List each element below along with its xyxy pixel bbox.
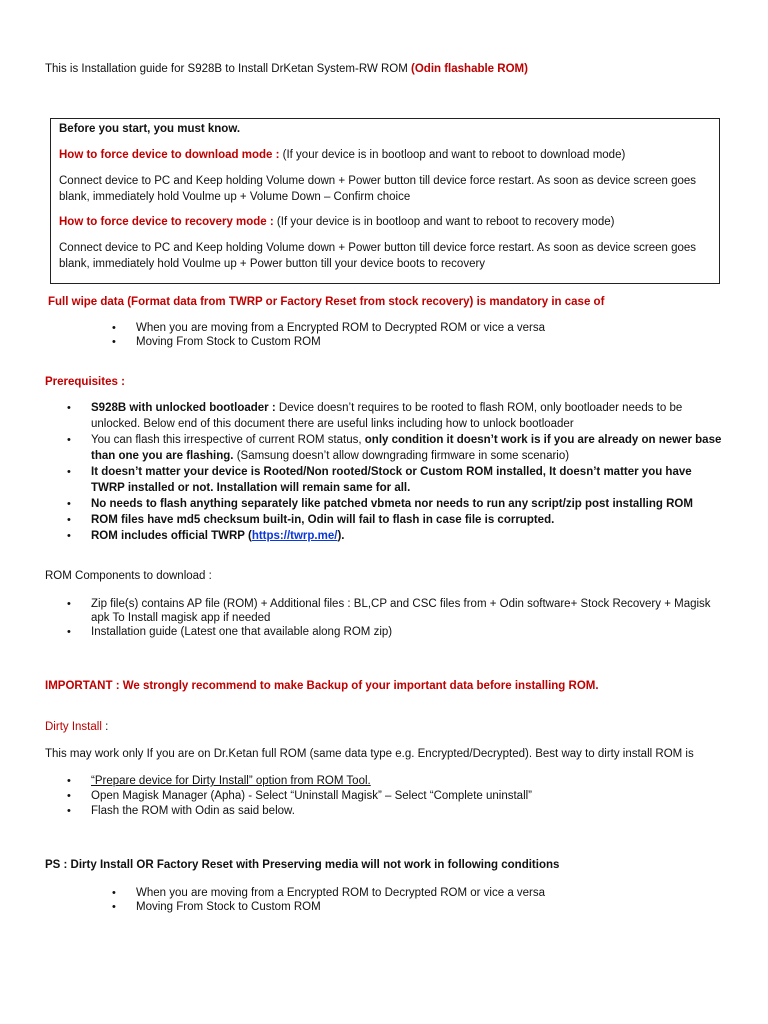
list-item <box>67 774 727 789</box>
list-item: • Flash the ROM with Odin as said below. <box>67 805 295 817</box>
ps-list <box>112 886 736 914</box>
list-item: • It doesn’t matter your device is Rooted/Non rooted/Stock or Custom ROM installed, It doesn’t matter you have TWRP installed or not. Installation will remain same for all. <box>67 466 692 494</box>
dirty-install-heading: Dirty Install <box>45 721 102 733</box>
bullet-icon: • <box>67 775 71 787</box>
recovery-mode-note: (If your device is in bootloop and want to reboot to recovery mode) <box>276 216 615 228</box>
prerequisites-heading: Prerequisites : <box>45 376 125 388</box>
list-item: • S928B with unlocked bootloader : Device doesn’t requires to be rooted to flash ROM, only bootloader needs to be unlocked. Below end of this document there are useful links including how to unlock bootloader <box>67 402 683 430</box>
list-item: • Installation guide (Latest one that available along ROM zip) <box>67 626 393 638</box>
dirty-install-list <box>67 774 727 819</box>
dirty-install-heading-line: Dirty Install : <box>45 721 109 733</box>
bullet-icon: • <box>67 514 71 526</box>
notice-heading: Before you start, you must know. <box>59 123 241 135</box>
download-mode-line <box>59 147 709 163</box>
components-heading: ROM Components to download : <box>45 570 212 582</box>
prerequisites-list <box>67 400 727 544</box>
list-item: • You can flash this irrespective of current ROM status, only condition it doesn’t work is if you are already on newer base than one you are flashing. (Samsung doesn’t allow downgrading firmware in some scenario) <box>67 434 722 462</box>
list-item: • Moving From Stock to Custom ROM <box>112 336 321 348</box>
bullet-icon: • <box>112 322 116 334</box>
dirty-install-intro: This may work only If you are on Dr.Ketan full ROM (same data type e.g. Encrypted/Decrypted). Best way to dirty install ROM is <box>45 748 694 760</box>
intro-red-text: (Odin flashable ROM) <box>411 63 528 75</box>
intro-line <box>45 61 528 77</box>
bullet-icon: • <box>67 434 71 446</box>
recovery-mode-body: Connect device to PC and Keep holding Volume down + Power button till device force restart. As soon as device screen goes blank, immediately hold Voulme up + Power button till your device boots to recovery <box>59 242 697 270</box>
list-item: • ROM includes official TWRP (https://twrp.me/). <box>67 530 345 542</box>
bullet-icon: • <box>67 598 71 610</box>
bullet-icon: • <box>67 498 71 510</box>
bullet-icon: • <box>112 336 116 348</box>
full-wipe-list <box>112 320 736 350</box>
list-item: • Moving From Stock to Custom ROM <box>112 901 321 913</box>
list-item: • When you are moving from a Encrypted ROM to Decrypted ROM or vice a versa <box>112 322 546 334</box>
components-list <box>67 597 727 639</box>
bullet-icon: • <box>67 626 71 638</box>
recovery-mode-line <box>59 214 709 230</box>
full-wipe-heading: Full wipe data (Format data from TWRP or Factory Reset from stock recovery) is mandatory in case of <box>48 296 605 308</box>
intro-text: This is Installation guide for S928B to Install DrKetan System-RW ROM <box>45 63 412 75</box>
download-mode-label: How to force device to download mode : <box>59 149 283 161</box>
bullet-icon: • <box>112 901 116 913</box>
twrp-link[interactable]: https://twrp.me/ <box>251 530 338 542</box>
bullet-icon: • <box>67 790 71 802</box>
recovery-mode-label: How to force device to recovery mode : <box>59 216 277 228</box>
download-mode-note: (If your device is in bootloop and want to reboot to download mode) <box>282 149 626 161</box>
list-item: • When you are moving from a Encrypted ROM to Decrypted ROM or vice a versa <box>112 887 546 899</box>
list-item: • Open Magisk Manager (Apha) - Select “Uninstall Magisk” – Select “Complete uninstall” <box>67 790 533 802</box>
bullet-icon: • <box>67 402 71 414</box>
bullet-icon: • <box>67 805 71 817</box>
bullet-icon: • <box>67 466 71 478</box>
list-item: • Zip file(s) contains AP file (ROM) + Additional files : BL,CP and CSC files from + Odin software+ Stock Recovery + Magisk apk To Install magisk app if needed <box>67 598 711 624</box>
bullet-icon: • <box>67 530 71 542</box>
list-item: • No needs to flash anything separately like patched vbmeta nor needs to run any script/zip post installing ROM <box>67 498 693 510</box>
bullet-icon: • <box>112 887 116 899</box>
list-item: • ROM files have md5 checksum built-in, Odin will fail to flash in case file is corrupted. <box>67 514 555 526</box>
ps-heading: PS : Dirty Install OR Factory Reset with Preserving media will not work in following conditions <box>45 859 560 871</box>
prepare-dirty-install-link: “Prepare device for Dirty Install” option from ROM Tool. <box>91 775 371 787</box>
important-note: IMPORTANT : We strongly recommend to make Backup of your important data before installing ROM. <box>45 680 599 692</box>
download-mode-body: Connect device to PC and Keep holding Volume down + Power button till device force restart. As soon as device screen goes blank, immediately hold Voulme up + Volume Down – Confirm choice <box>59 175 697 203</box>
